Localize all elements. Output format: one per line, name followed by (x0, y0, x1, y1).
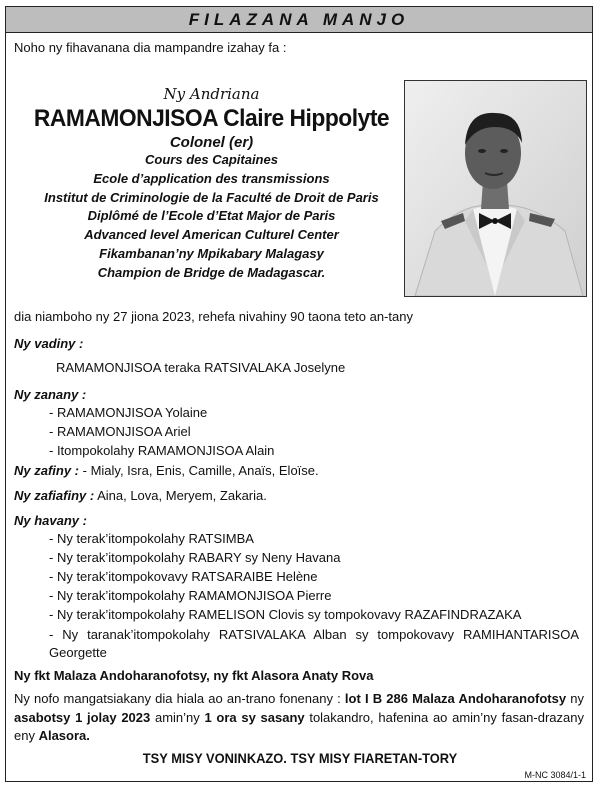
great-grandchildren-names: Aina, Lova, Meryem, Zakaria. (94, 488, 267, 503)
great-grandchildren-line (14, 487, 267, 506)
credential: Diplômé de l’Ecole d’Etat Major de Paris (87, 208, 336, 224)
list-item: - Ny taranak’itompokolahy RATSIVALAKA Alban sy tompokovavy RAMIHANTARISOA Georgette (49, 627, 579, 660)
credential: Cours des Capitaines (145, 152, 278, 167)
great-grandchildren-label: Ny zafiafiny : (14, 488, 95, 503)
burial-text: ny (566, 691, 584, 706)
credential: Ecole d’application des transmissions (93, 170, 330, 186)
list-item: - Ny terak’itompokovavy RATSARAIBE Helène (49, 569, 318, 584)
neighborhoods: Ny fkt Malaza Andoharanofotsy, ny fkt Alasora Anaty Rova (14, 668, 374, 683)
intro-text: Noho ny fihavanana dia mampandre izahay fa : (14, 40, 287, 55)
grandchildren-names: - Mialy, Isra, Enis, Camille, Anaïs, Eloïse. (79, 463, 319, 478)
notice-header: FILAZANA MANJO (6, 7, 592, 33)
list-item: - Ny terak’itompokolahy RAMELISON Clovis sy tompokovavy RAZAFINDRAZAKA (49, 607, 522, 622)
portrait-photo (404, 80, 587, 297)
cemetery-name: Alasora. (38, 728, 90, 743)
list-item: - RAMAMONJISOA Ariel (49, 424, 191, 439)
burial-text: Ny nofo mangatsiakany dia hiala ao an-trano fonenany : (14, 691, 345, 706)
burial-text: amin’ny (150, 709, 205, 725)
credential: Advanced level American Culturel Center (84, 227, 339, 243)
spouse-label: Ny vadiny : (14, 336, 84, 351)
list-item: - RAMAMONJISOA Yolaine (49, 405, 208, 420)
grandchildren-label: Ny zafiny : (14, 463, 80, 478)
obituary-frame (5, 6, 593, 782)
death-notice: dia niamboho ny 27 jiona 2023, rehefa nivahiny 90 taona teto an-tany (14, 309, 413, 324)
spouse-name: RAMAMONJISOA teraka RATSIVALAKA Joselyne (56, 360, 346, 375)
honorific: Ny Andriana (163, 85, 260, 103)
credential: Institut de Criminologie de la Faculté de Droit de Paris (44, 189, 379, 205)
reference-code: M-NC 3084/1-1 (524, 770, 586, 780)
credential: Champion de Bridge de Madagascar. (97, 264, 326, 280)
deceased-name: RAMAMONJISOA Claire Hippolyte (33, 105, 390, 132)
list-item: - Ny terak’itompokolahy RATSIMBA (49, 531, 254, 546)
burial-details (14, 690, 584, 746)
list-item: - Ny terak’itompokolahy RAMAMONJISOA Pierre (49, 588, 332, 603)
burial-text: tolakandro, hafenina ao amin’ny fasan-drazany eny (14, 709, 584, 743)
burial-date: asabotsy 1 jolay 2023 (14, 709, 151, 725)
list-item: - Ny terak’itompokolahy RABARY sy Neny Havana (49, 550, 341, 565)
deceased-block (14, 85, 409, 283)
deceased-rank: Colonel (er) (169, 134, 254, 151)
credential: Fikambanan’ny Mpikabary Malagasy (99, 245, 324, 261)
burial-place: lot I B 286 Malaza Andoharanofotsy (344, 691, 567, 706)
grandchildren-line (14, 462, 319, 481)
relatives-label: Ny havany : (14, 513, 87, 528)
children-label: Ny zanany : (14, 387, 87, 402)
footer-note: TSY MISY VONINKAZO. TSY MISY FIARETAN-TORY (142, 750, 458, 766)
burial-time: 1 ora sy sasany (204, 709, 305, 725)
list-item: - Itompokolahy RAMAMONJISOA Alain (49, 443, 275, 458)
